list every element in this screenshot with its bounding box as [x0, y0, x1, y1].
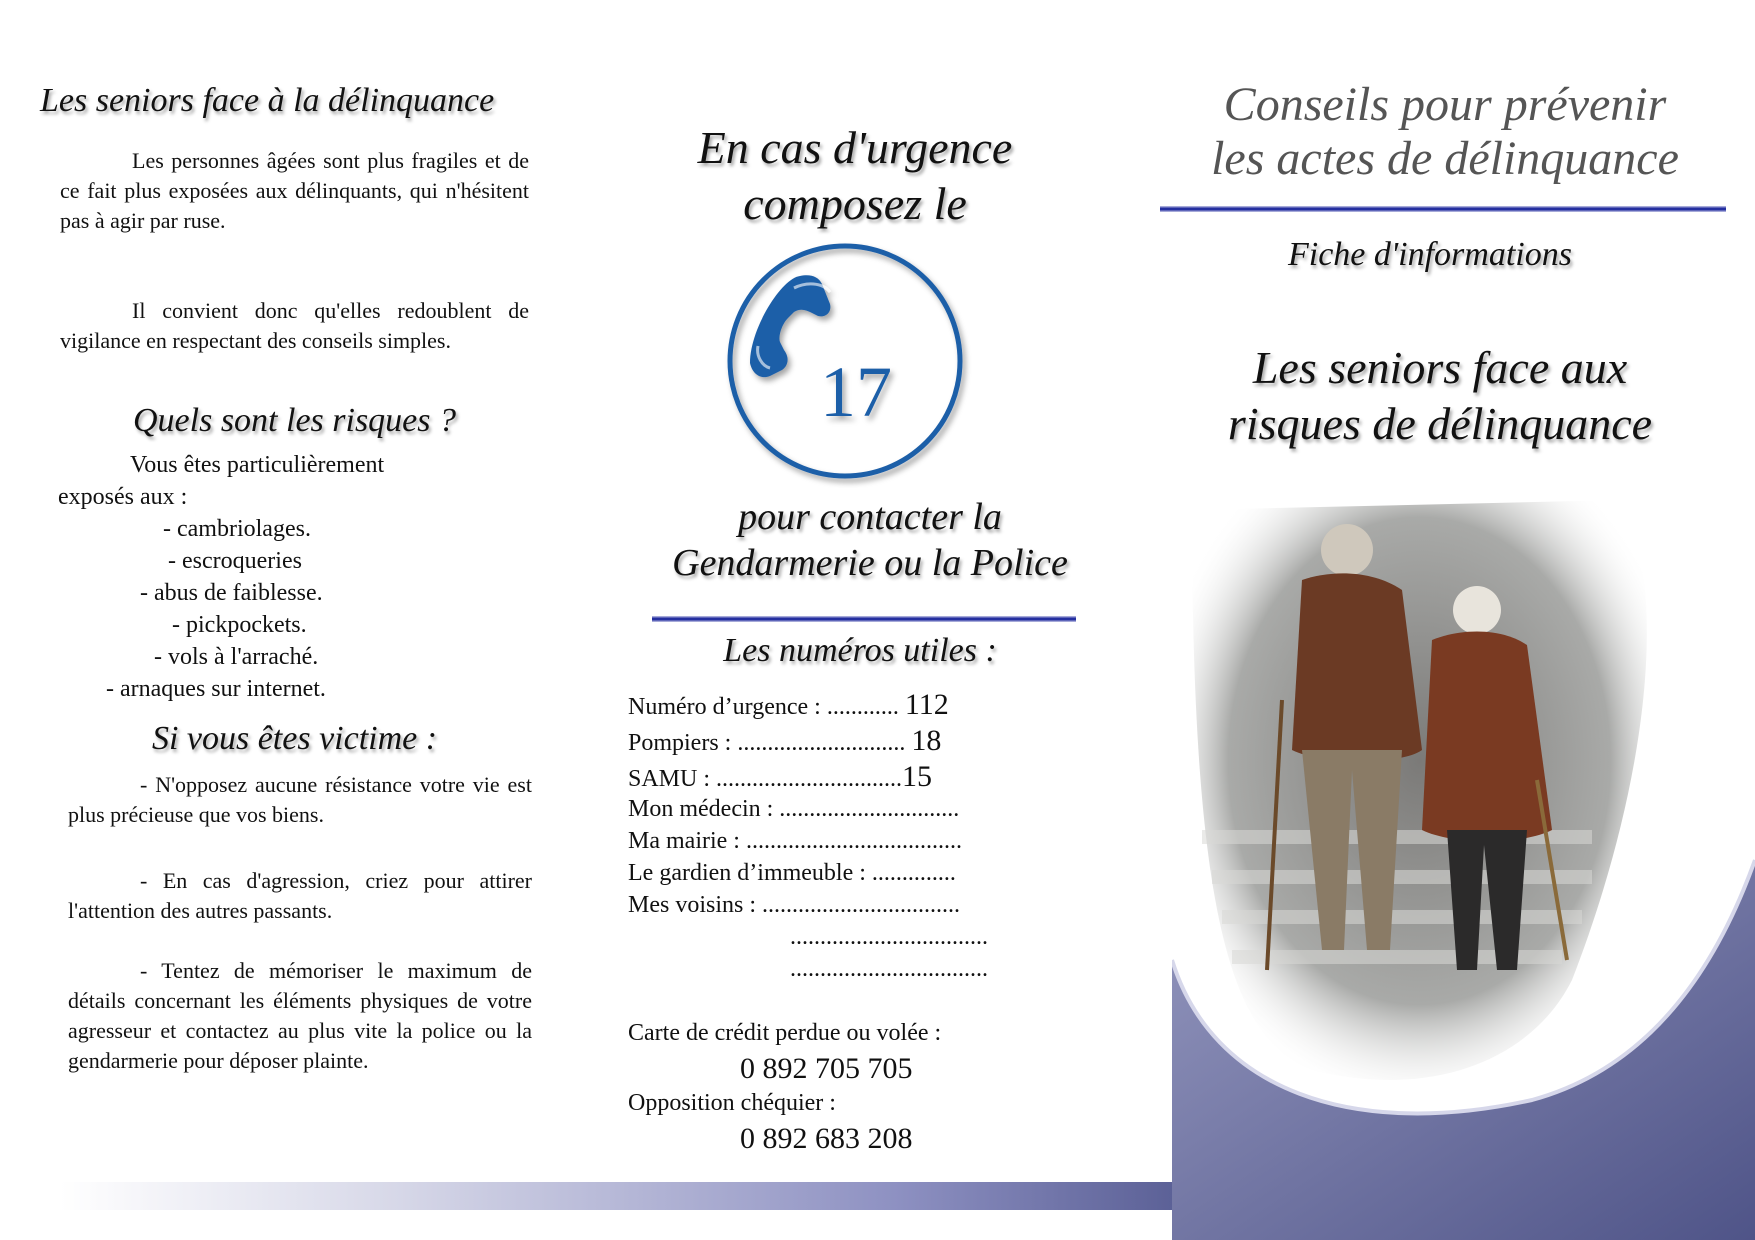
risk-item: - vols à l'arraché. [154, 644, 319, 670]
numbers-heading: Les numéros utiles : [723, 632, 997, 669]
right-main-line2: risques de délinquance [1227, 398, 1653, 449]
contact-line2: Gendarmerie ou la Police [672, 542, 1068, 584]
emergency-title-line2: composez le [743, 178, 967, 229]
number-row-gardien [628, 860, 956, 887]
number-row-urgence [628, 688, 949, 722]
photo-panel [1172, 500, 1755, 1240]
contact-line1: pour contacter la [738, 496, 1002, 538]
number-row-pompiers [628, 724, 941, 758]
number-label: Ma mairie : .................................... [628, 828, 962, 854]
right-main-title [1150, 340, 1730, 452]
number-label: SAMU : ............................... [628, 766, 903, 792]
number-label: Pompiers : ............................ [628, 730, 912, 756]
cheque-label: Opposition chéquier : [628, 1090, 836, 1116]
emergency-title-line1: En cas d'urgence [697, 122, 1013, 173]
risk-item: - pickpockets. [172, 612, 307, 638]
fiche-label: Fiche d'informations [1288, 236, 1572, 273]
emergency-title [610, 120, 1100, 232]
intro-paragraph-2: Il convient donc qu'elles redoublent de vigilance en respectant des conseils simples. [60, 298, 529, 353]
risk-item: - abus de faiblesse. [140, 580, 323, 606]
number-row-medecin [628, 796, 959, 823]
number-row-samu [628, 760, 932, 794]
number-value: 18 [911, 724, 942, 757]
bottom-gradient-band [60, 1182, 1172, 1210]
number-row-mairie [628, 828, 962, 855]
intro-paragraph-1: Les personnes âgées sont plus fragiles et de ce fait plus exposées aux délinquants, qui n'hésitent pas à agir par ruse. [60, 148, 529, 233]
victim-advice-2: - En cas d'agression, criez pour attirer l'attention des autres passants. [68, 868, 532, 923]
victim-advice-1: - N'opposez aucune résistance votre vie est plus précieuse que vos biens. [68, 772, 532, 827]
cheque-number: 0 892 683 208 [740, 1122, 913, 1155]
number-value: 15 [902, 760, 933, 793]
number-label: Mes voisins : ................................. [628, 892, 961, 918]
number-label: Mon médecin : .............................. [628, 796, 960, 822]
number-value: 112 [904, 688, 949, 721]
right-title-line1: Conseils pour prévenir [1223, 78, 1667, 131]
risks-intro-1: Vous êtes particulièrement [130, 452, 385, 478]
seniors-photo [1192, 500, 1647, 1080]
risk-item: - arnaques sur internet. [106, 676, 326, 702]
middle-divider [652, 616, 1076, 622]
contact-subtitle [610, 494, 1130, 586]
emergency-number-badge [722, 238, 972, 488]
card-number: 0 892 705 705 [740, 1052, 913, 1085]
right-title-line2: les actes de délinquance [1211, 132, 1679, 185]
right-divider [1160, 206, 1726, 212]
emergency-number: 17 [820, 352, 892, 432]
risks-intro-2: exposés aux : [58, 484, 188, 510]
voisins-extra-line: ................................. [790, 956, 988, 982]
number-row-voisins [628, 892, 960, 919]
phone-icon [750, 275, 830, 377]
victim-advice-3: - Tentez de mémoriser le maximum de détails concernant les éléments physiques de votre agresseur et contactez au plus vite la police ou la gendarmerie pour déposer plainte. [68, 958, 532, 1073]
voisins-extra-line: ................................. [790, 924, 988, 950]
risks-heading: Quels sont les risques ? [133, 402, 456, 439]
risk-item: - cambriolages. [163, 516, 311, 542]
number-label: Le gardien d’immeuble : .............. [628, 860, 956, 886]
right-main-line1: Les seniors face aux [1252, 342, 1628, 393]
card-label: Carte de crédit perdue ou volée : [628, 1020, 942, 1046]
victim-heading: Si vous êtes victime : [151, 720, 438, 757]
risk-item: - escroqueries [168, 548, 302, 574]
left-title: Les seniors face à la délinquance [40, 82, 495, 119]
number-label: Numéro d’urgence : ............ [628, 694, 905, 720]
right-title [1160, 78, 1730, 186]
